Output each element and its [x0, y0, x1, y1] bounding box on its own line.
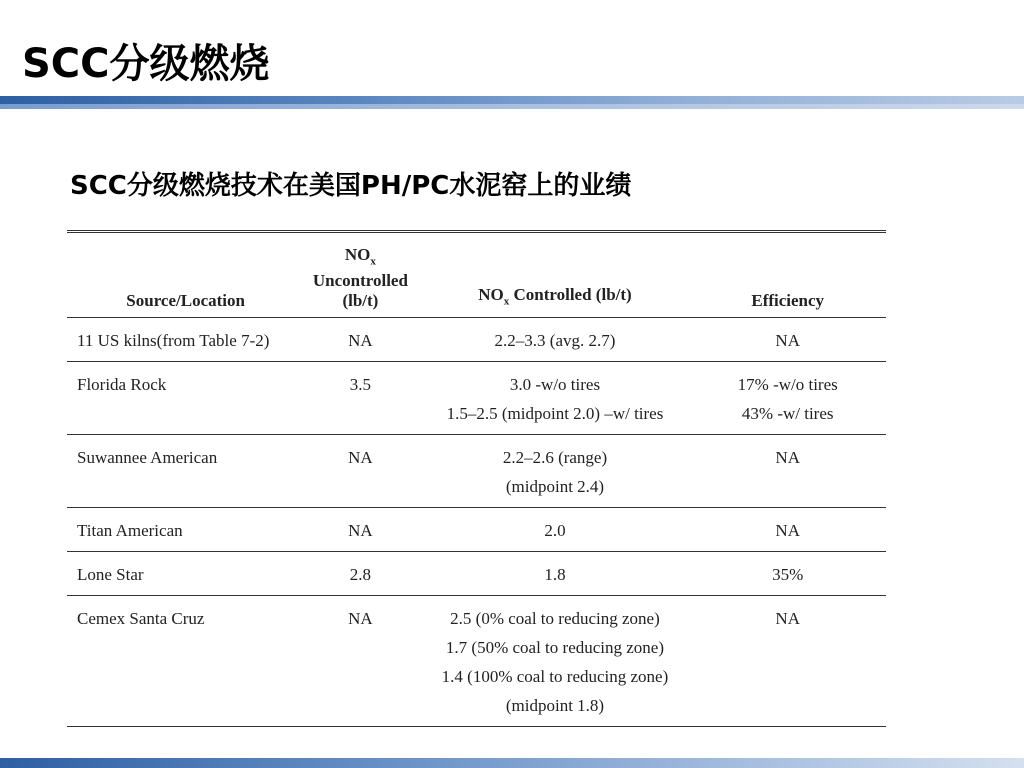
header-controlled-nox: $NO_x$: [478, 284, 510, 307]
header-uncontrolled-nox: $NO_x$: [344, 244, 376, 267]
cell-uncontrolled: NA: [300, 508, 420, 552]
header-uncontrolled-label: Uncontrolled: [312, 271, 408, 290]
cell-efficiency: [689, 508, 886, 552]
header-controlled: [421, 232, 690, 318]
table-row: [67, 508, 886, 552]
cell-controlled: [421, 552, 690, 596]
cell-controlled-line: 3.0 -w/o tires: [509, 375, 601, 394]
cell-efficiency-line: NA: [775, 609, 800, 628]
cell-controlled-line: 2.5 (0% coal to reducing zone): [450, 609, 660, 628]
cell-efficiency: [689, 362, 886, 435]
header-source-label: Source/Location: [126, 291, 245, 310]
cell-controlled-line: 1.4 (100% coal to reducing zone): [441, 667, 669, 686]
cell-source: Titan American: [67, 508, 300, 552]
cell-controlled: [421, 596, 690, 727]
header-efficiency-label: Efficiency: [751, 291, 825, 310]
cell-source: Lone Star: [67, 552, 300, 596]
cell-source: Cemex Santa Cruz: [67, 596, 300, 727]
cell-uncontrolled: 3.5: [300, 362, 420, 435]
table-header-row: [67, 232, 886, 318]
cell-uncontrolled: NA: [300, 596, 420, 727]
header-uncontrolled: [300, 232, 420, 318]
table-row: [67, 318, 886, 362]
cell-controlled-line: (midpoint 1.8): [505, 696, 605, 715]
table-row: [67, 435, 886, 508]
cell-source: Suwannee American: [67, 435, 300, 508]
cell-controlled-line: 2.2–2.6 (range): [502, 448, 608, 467]
cell-controlled-line: 2.0: [544, 521, 566, 540]
slide-title: SCC分级燃烧: [22, 41, 270, 87]
cell-controlled-line: 2.2–3.3 (avg. 2.7): [494, 331, 616, 350]
cell-controlled: [421, 362, 690, 435]
header-efficiency: [689, 232, 886, 318]
cell-uncontrolled: NA: [300, 435, 420, 508]
cell-efficiency-line: NA: [775, 331, 800, 350]
nox-performance-table: [67, 230, 886, 727]
table-row: [67, 552, 886, 596]
cell-efficiency-line: 35%: [772, 565, 804, 584]
cell-controlled: [421, 435, 690, 508]
cell-controlled: [421, 318, 690, 362]
cell-controlled-line: 1.7 (50% coal to reducing zone): [445, 638, 665, 657]
header-controlled-label: Controlled (lb/t): [513, 284, 632, 304]
header-uncontrolled-unit: (lb/t): [342, 291, 379, 310]
table-body: [67, 318, 886, 727]
data-table: [67, 230, 886, 727]
cell-efficiency: [689, 435, 886, 508]
cell-efficiency: [689, 596, 886, 727]
table-row: [67, 362, 886, 435]
cell-controlled-line: (midpoint 2.4): [505, 477, 605, 496]
cell-efficiency-line: 43% -w/ tires: [741, 404, 834, 423]
cell-efficiency-line: NA: [775, 521, 800, 540]
cell-source: Florida Rock: [67, 362, 300, 435]
cell-uncontrolled: NA: [300, 318, 420, 362]
header-source: [67, 232, 300, 318]
cell-efficiency-line: 17% -w/o tires: [737, 375, 838, 394]
table-row: [67, 596, 886, 727]
cell-uncontrolled: 2.8: [300, 552, 420, 596]
slide-subtitle: SCC分级燃烧技术在美国PH/PC水泥窑上的业绩: [70, 171, 632, 201]
cell-efficiency-line: NA: [775, 448, 800, 467]
cell-controlled-line: 1.8: [544, 565, 566, 584]
cell-efficiency: [689, 318, 886, 362]
title-underline-bar-light: [0, 104, 1024, 109]
cell-controlled-line: 1.5–2.5 (midpoint 2.0) –w/ tires: [446, 404, 664, 423]
cell-source: 11 US kilns(from Table 7-2): [67, 318, 300, 362]
footer-bar: [0, 758, 1024, 768]
cell-controlled: [421, 508, 690, 552]
cell-efficiency: [689, 552, 886, 596]
